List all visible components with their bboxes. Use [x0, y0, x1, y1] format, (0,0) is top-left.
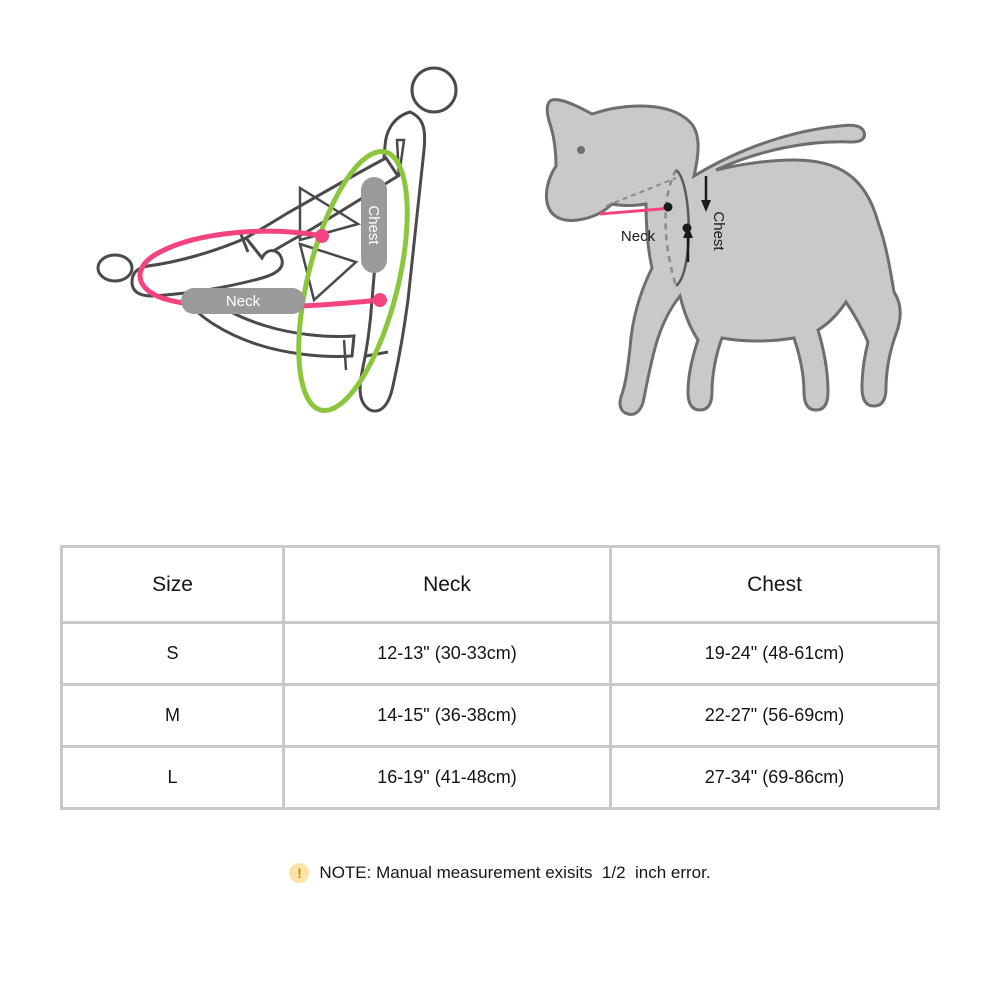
table-header-row	[62, 547, 939, 623]
cell-neck: 16-19" (41-48cm)	[284, 747, 611, 809]
column-header-size: Size	[62, 547, 284, 623]
dog-illustration	[546, 100, 900, 415]
warning-icon: !	[289, 863, 309, 883]
cell-chest: 19-24" (48-61cm)	[611, 623, 939, 685]
table-row	[62, 747, 939, 809]
cell-neck: 12-13" (30-33cm)	[284, 623, 611, 685]
harness-top-ring	[412, 68, 456, 112]
neck-label-pill	[181, 288, 305, 314]
dog-body-silhouette	[546, 100, 900, 415]
neck-loop-endpoint-bottom	[373, 293, 387, 307]
cell-size: S	[62, 623, 284, 685]
cell-chest: 22-27" (56-69cm)	[611, 685, 939, 747]
note-text: NOTE: Manual measurement exisits 1/2 inch error.	[319, 863, 711, 882]
chest-label-pill	[361, 177, 387, 273]
cell-size: M	[62, 685, 284, 747]
table-row	[62, 685, 939, 747]
neck-measure-dot	[664, 203, 673, 212]
chest-label-text: Chest	[365, 205, 383, 245]
harness-side-ring	[98, 255, 132, 281]
cell-size: L	[62, 747, 284, 809]
size-table-container	[60, 545, 937, 810]
dog-chest-label: Chest	[710, 211, 728, 251]
neck-loop-endpoint-top	[315, 229, 329, 243]
note-row	[0, 863, 1000, 883]
dog-eye	[577, 146, 585, 154]
column-header-chest: Chest	[611, 547, 939, 623]
size-table	[60, 545, 940, 810]
cell-chest: 27-34" (69-86cm)	[611, 747, 939, 809]
column-header-neck: Neck	[284, 547, 611, 623]
harness-illustration	[98, 68, 456, 421]
table-row	[62, 623, 939, 685]
dog-neck-label: Neck	[620, 227, 656, 245]
neck-label-text: Neck	[225, 292, 261, 310]
cell-neck: 14-15" (36-38cm)	[284, 685, 611, 747]
